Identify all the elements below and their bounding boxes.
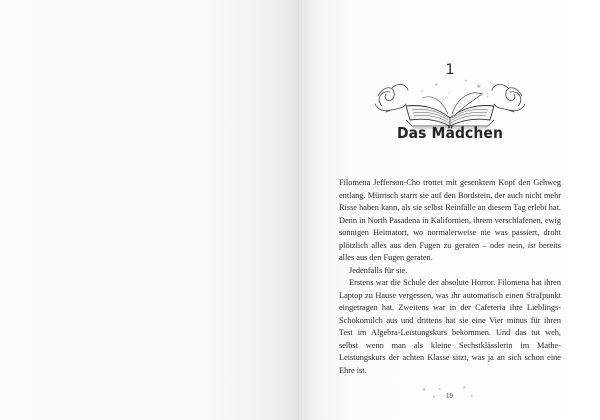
paragraph-1 [339, 177, 561, 265]
footer-star-icon: ★ [422, 387, 427, 393]
emphasis-ist: ist [527, 240, 536, 250]
book-gutter [298, 0, 302, 420]
sparkle-star-icon: ★ [420, 88, 424, 93]
paragraph-1-text: Filomena Jefferson-Cho trottet mit gesenktem Kopf den Gehweg entlang. Mürrisch starrt sie auf den Bordstein, der auch nicht mehr Risse haben kann, als sie selbst Reinfälle an diesem Tag erlebt hat. Denn in North Pasadena in Kalifornien, ihrem verschlafenen, ewig sonnigen Heimatort, wo normalerweise nie was passiert, droht plötzlich alles aus den Fugen zu geraten – oder nein, [339, 178, 561, 250]
sparkle-star-icon: ★ [448, 91, 452, 95]
chapter-number: 1 [445, 62, 455, 78]
footer-star-icon: ★ [438, 387, 442, 391]
page-number: 19 [446, 392, 453, 400]
paragraph-1-end: bereits alles aus den Fugen geraten. [339, 240, 561, 262]
chapter-title: Das Mädchen [396, 124, 504, 142]
footer-star-icon: ★ [470, 393, 474, 398]
open-book-illustration-icon [372, 74, 528, 130]
sparkle-star-icon: ★ [434, 82, 439, 88]
chapter-body-text [339, 177, 561, 377]
sparkle-star-icon: ★ [476, 83, 482, 90]
footer-star-icon: ★ [432, 394, 436, 399]
footer-star-icon: ★ [462, 385, 467, 391]
paragraph-2: Jedenfalls für sie. [349, 265, 408, 275]
sparkle-star-icon: ★ [464, 78, 468, 83]
sparkle-star-icon: ★ [486, 95, 490, 99]
page-footer [418, 386, 488, 406]
paragraph-3: Erstens war die Schule der absolute Horror. Filomena hat ihren Laptop zu Hause vergessen, was ihr automatisch einen Strafpunkt eingetragen hat. Zweitens war in der Cafeteria ihre Lieblings-Schokomilch aus und drittens hat sie eine Vier minus für ihren Test im Algebra-Leistungskurs bekommen. Und das tut weh, selbst wenn man als kleine Sechstklässlerin im Mathe-Leistungskurs der achten Klasse sitzt, was ja an sich schon eine Ehre ist. [339, 278, 561, 375]
